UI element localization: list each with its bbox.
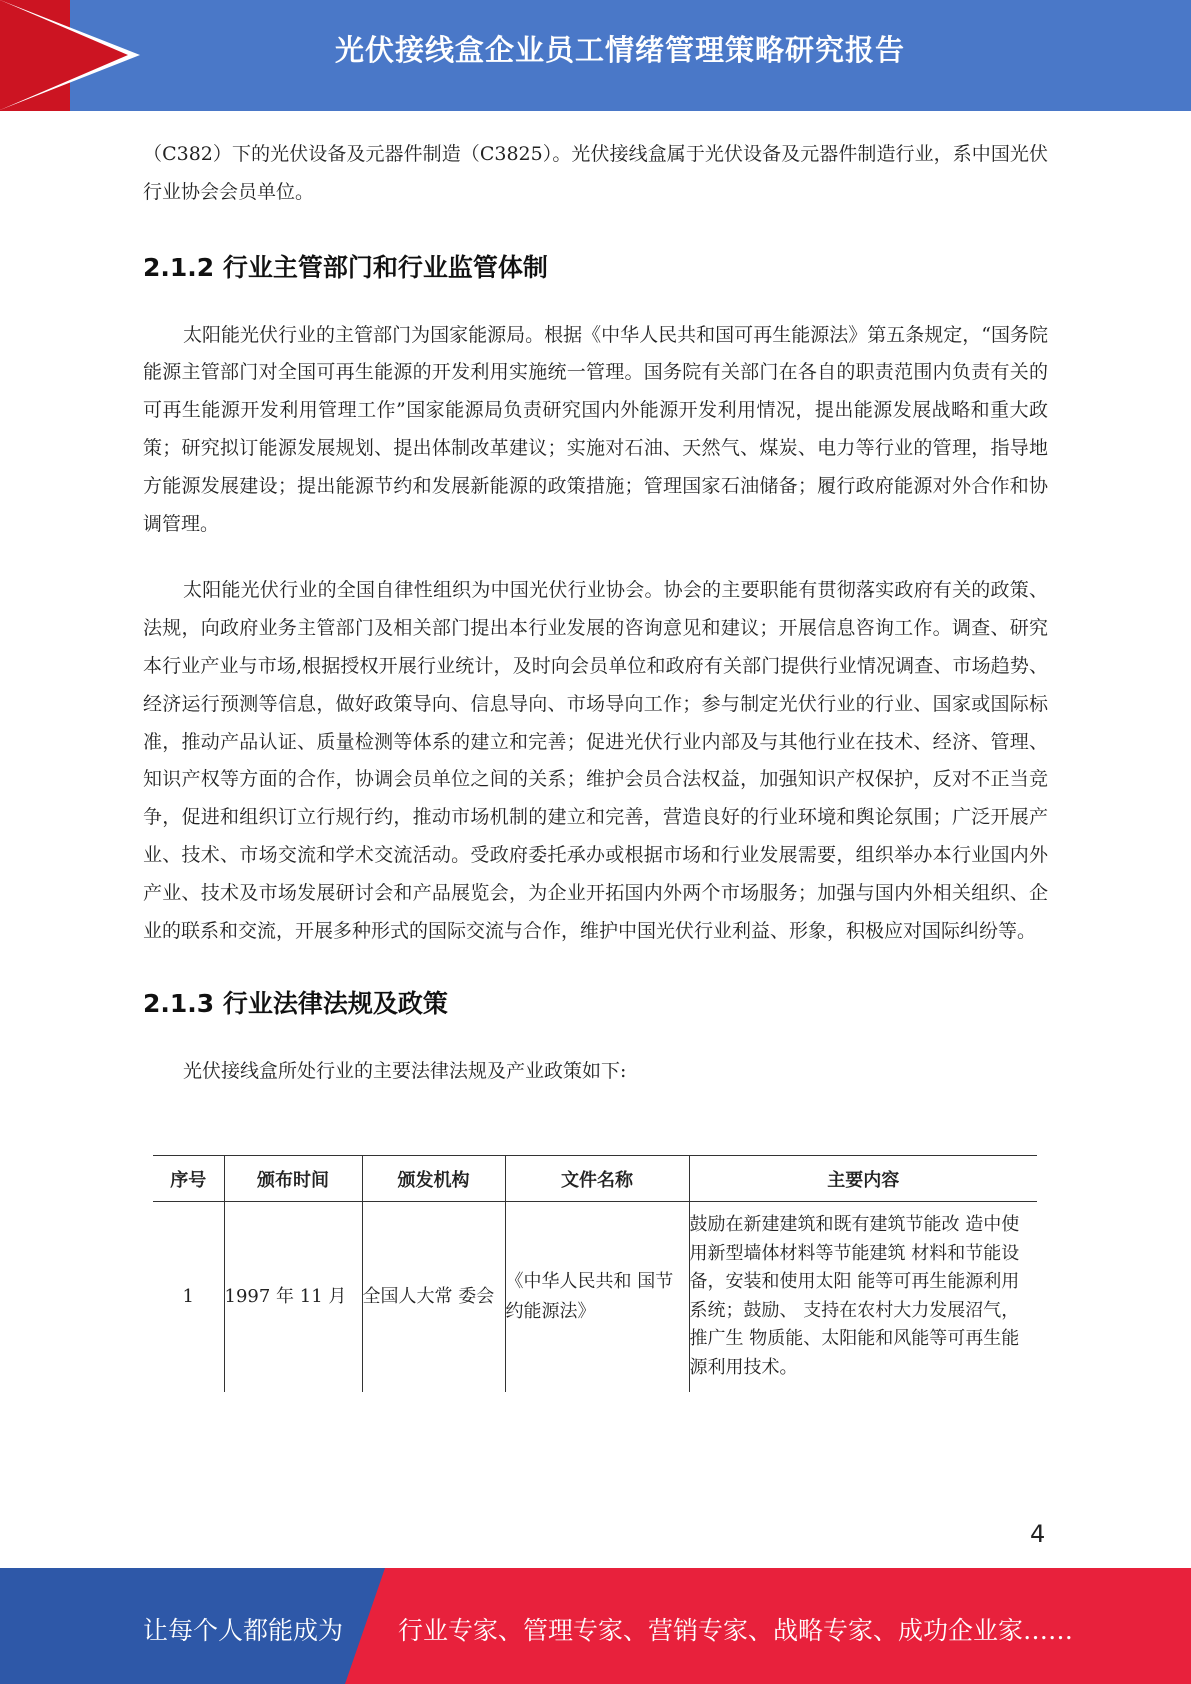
cell-date: 1997 年 11 月 (224, 1202, 362, 1392)
page-footer (0, 1568, 1191, 1684)
cell-authority: 全国人大常 委会 (362, 1202, 505, 1392)
cell-index: 1 (182, 1285, 194, 1307)
cell-content: 鼓励在新建建筑和既有建筑节能改 造中使用新型墙体材料等节能建筑 材料和节能设备，安装和使用太阳 能等可再生能源利用系统；鼓励、 支持在农村大力发展沼气，推广生 物质能、太阳能和风能等可再生能 源利用技术。 (689, 1202, 1037, 1392)
report-title: 光伏接线盒企业员工情绪管理策略研究报告 (334, 33, 905, 67)
section-heading-2-1-2: 2.1.2 行业主管部门和行业监管体制 (143, 252, 548, 282)
col-header-authority: 颁发机构 (362, 1156, 505, 1202)
page-number: 4 (1030, 1520, 1046, 1548)
cell-document: 《中华人民共和 国节约能源法》 (505, 1202, 689, 1392)
regulations-table (153, 1155, 1037, 1392)
table-row (153, 1202, 1037, 1392)
table-header-row (153, 1156, 1037, 1202)
col-header-index: 序号 (153, 1156, 224, 1202)
col-header-document: 文件名称 (505, 1156, 689, 1202)
paragraph-association: 太阳能光伏行业的全国自律性组织为中国光伏行业协会。协会的主要职能有贯彻落实政府有关的政策、法规，向政府业务主管部门及相关部门提出本行业发展的咨询意见和建议；开展信息咨询工作。调查、研究本行业产业与市场,根据授权开展行业统计，及时向会员单位和政府有关部门提供行业情况调查、市场趋势、经济运行预测等信息，做好政策导向、信息导向、市场导向工作；参与制定光伏行业的行业、国家或国际标准，推动产品认证、质量检测等体系的建立和完善；促进光伏行业内部及与其他行业在技术、经济、管理、知识产权等方面的合作，协调会员单位之间的关系；维护会员合法权益，加强知识产权保护，反对不正当竞争，促进和组织订立行规行约，推动市场机制的建立和完善，营造良好的行业环境和舆论氛围；广泛开展产业、技术、市场交流和学术交流活动。受政府委托承办或根据市场和行业发展需要，组织举办本行业国内外产业、技术及市场发展研讨会和产品展览会，为企业开拓国内外两个市场服务；加强与国内外相关组织、企业的联系和交流，开展多种形式的国际交流与合作，维护中国光伏行业利益、形象，积极应对国际纠纷等。 (143, 579, 1048, 942)
col-header-content: 主要内容 (689, 1156, 1037, 1202)
footer-slogan-left: 让每个人都能成为 (143, 1616, 344, 1645)
header-red-chevron (0, 0, 128, 110)
paragraph-regulator: 太阳能光伏行业的主管部门为国家能源局。根据《中华人民共和国可再生能源法》第五条规定，“国务院能源主管部门对全国可再生能源的开发利用实施统一管理。国务院有关部门在各自的职责范围内负责有关的可再生能源开发利用管理工作”国家能源局负责研究国内外能源开发利用情况，提出能源发展战略和重大政策；研究拟订能源发展规划、提出体制改革建议；实施对石油、天然气、煤炭、电力等行业的管理，指导地方能源发展建设；提出能源节约和发展新能源的政策措施；管理国家石油储备；履行政府能源对外合作和协调管理。 (143, 323, 1048, 535)
paragraph-table-intro: 光伏接线盒所处行业的主要法律法规及产业政策如下: (183, 1060, 627, 1083)
page-header (0, 0, 1191, 111)
section-heading-2-1-3: 2.1.3 行业法律法规及政策 (143, 989, 448, 1019)
footer-slogan-right: 行业专家、管理专家、营销专家、战略专家、成功企业家…… (398, 1616, 1074, 1645)
page-content (143, 136, 1048, 1091)
intro-paragraph: （C382）下的光伏设备及元器件制造（C3825）。光伏接线盒属于光伏设备及元器件制造行业，系中国光伏行业协会会员单位。 (143, 143, 1048, 203)
col-header-date: 颁布时间 (224, 1156, 362, 1202)
